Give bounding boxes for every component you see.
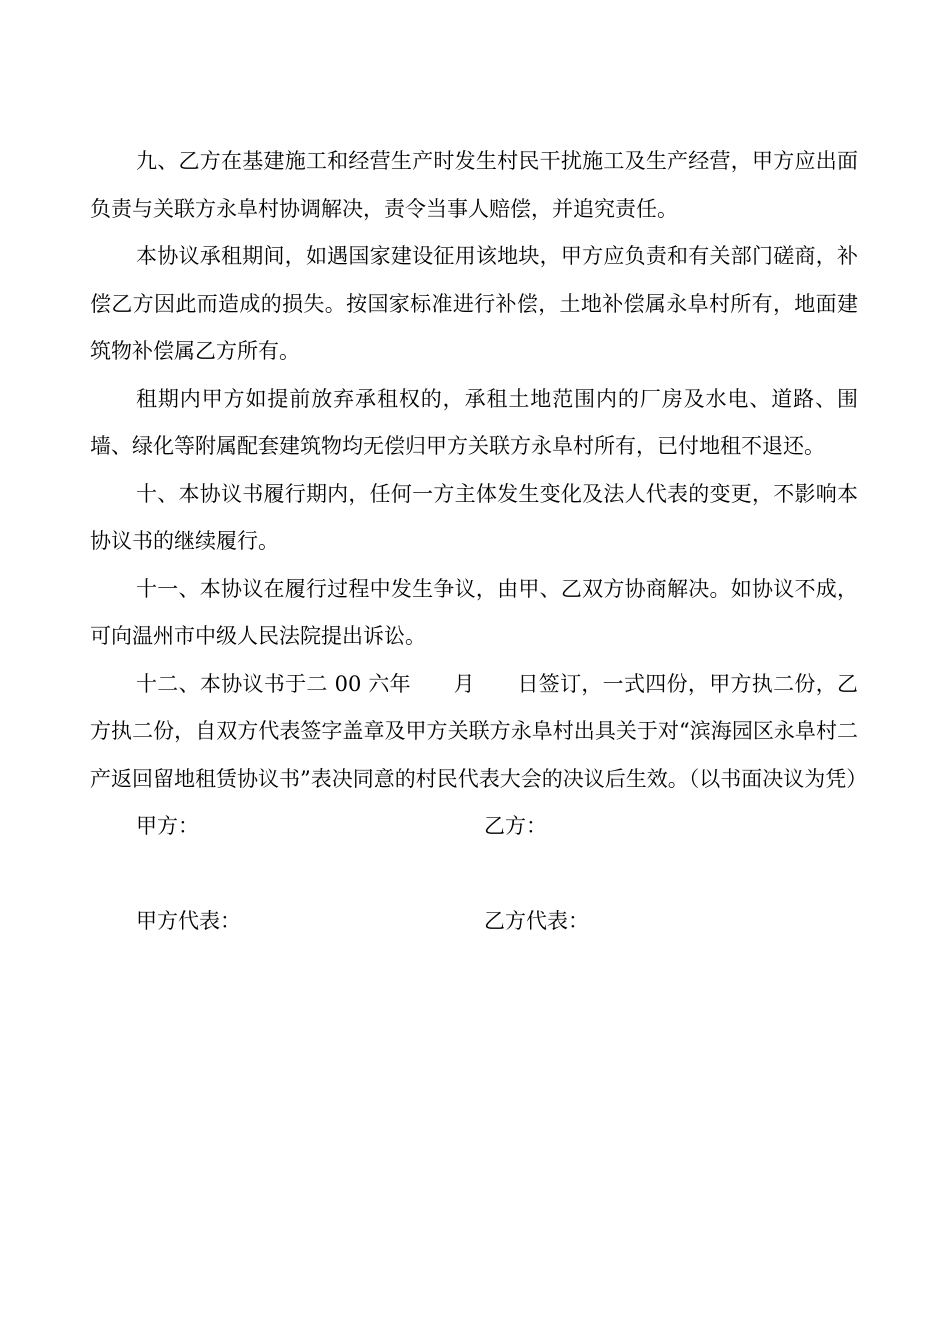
document-page	[90, 138, 868, 945]
signature-spacer	[90, 851, 858, 898]
clause-eleven: 十一、本协议在履行过程中发生争议，由甲、乙双方协商解决。如协议不成，可向温州市中级人民法院提出诉讼。	[90, 576, 858, 648]
party-a-label: 甲方：	[136, 814, 199, 838]
party-a-rep-label: 甲方代表：	[136, 908, 241, 933]
clause-ten: 十、本协议书履行期内，任何一方主体发生变化及法人代表的变更，不影响本协议书的继续履行。	[90, 481, 858, 553]
party-b-rep-label: 乙方代表：	[484, 908, 589, 933]
signature-row-representatives	[90, 898, 858, 946]
clause-nine: 九、乙方在基建施工和经营生产时发生村民干扰施工及生产经营，甲方应出面负责与关联方永阜村协调解决，责令当事人赔偿，并追究责任。	[90, 149, 858, 221]
clause-nine-expropriation: 本协议承租期间，如遇国家建设征用该地块，甲方应负责和有关部门磋商，补偿乙方因此而造成的损失。按国家标准进行补偿，土地补偿属永阜村所有，地面建筑物补偿属乙方所有。	[90, 244, 858, 363]
signature-row-parties	[90, 803, 858, 851]
party-b-label: 乙方：	[484, 814, 547, 838]
clause-nine-early-termination: 租期内甲方如提前放弃承租权的，承租土地范围内的厂房及水电、道路、围墙、绿化等附属配套建筑物均无偿归甲方关联方永阜村所有，已付地租不退还。	[90, 386, 858, 458]
clause-twelve: 十二、本协议书于二 00 六年 月 日签订，一式四份，甲方执二份，乙方执二份，自双方代表签字盖章及甲方关联方永阜村出具关于对“滨海园区永阜村二产返回留地租赁协议书”表决同意的村民代表大会的决议后生效。（以书面决议为凭）	[90, 671, 868, 791]
